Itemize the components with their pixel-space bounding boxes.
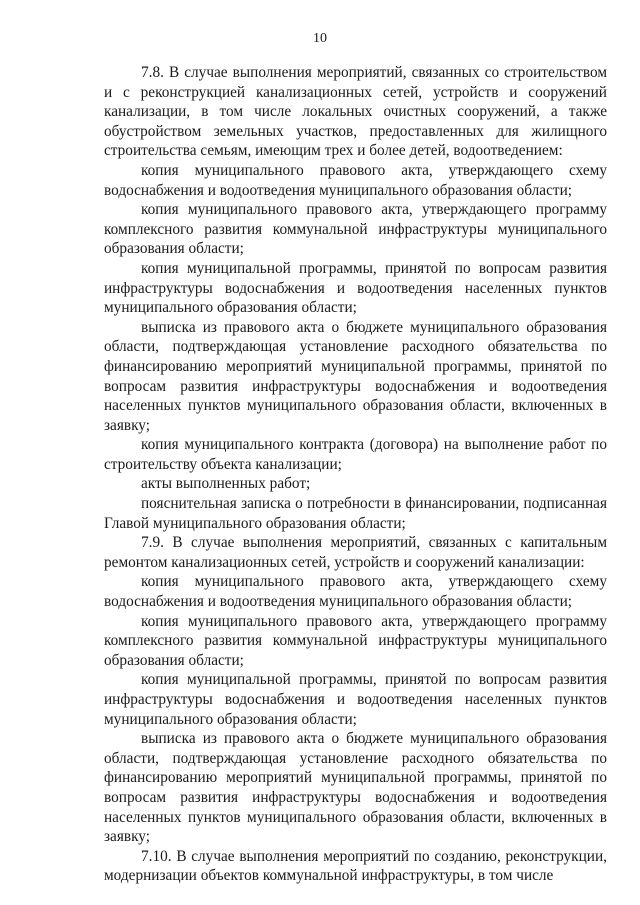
paragraph-7-8: 7.8. В случае выполнения мероприятий, связанных со строительством и с реконструкцией канализационных сетей, устройств и сооружений канализации, в том числе локальных очистных сооружений, а также обустройством земельных участков, предоставленных для жилищного строительства семьям, имеющим трех и более детей, водоотведением: [104, 64, 607, 160]
list-item: выписка из правового акта о бюджете муниципального образования области, подтверждающая установление расходного обязательства по финансированию мероприятий муниципальной программы, принятой по вопросам развития инфраструктуры водоснабжения и водоотведения населенных пунктов муниципального образования области, включенных в заявку; [104, 318, 607, 434]
list-item: копия муниципального правового акта, утверждающего схему водоснабжения и водоотведения муниципального образования области; [104, 161, 607, 199]
list-item: копия муниципальной программы, принятой по вопросам развития инфраструктуры водоснабжения и водоотведения населенных пунктов муниципального образования области; [104, 671, 607, 728]
list-item: выписка из правового акта о бюджете муниципального образования области, подтверждающая установление расходного обязательства по финансированию мероприятий муниципальной программы, принятой по вопросам развития инфраструктуры водоснабжения и водоотведения населенных пунктов муниципального образования области, включенных в заявку; [104, 730, 607, 846]
list-item: копия муниципального правового акта, утверждающего программу комплексного развития коммунальной инфраструктуры муниципального образования области; [104, 201, 607, 258]
paragraph-7-10: 7.10. В случае выполнения мероприятий по созданию, реконструкции, модернизации объектов коммунальной инфраструктуры, в том числе [104, 847, 607, 885]
list-item: пояснительная записка о потребности в финансировании, подписанная Главой муниципального образования области; [104, 495, 607, 532]
list-item: копия муниципального правового акта, утверждающего программу комплексного развития коммунальной инфраструктуры муниципального образования области; [104, 612, 607, 669]
list-item: акты выполненных работ; [141, 475, 311, 493]
list-item: копия муниципального контракта (договора) на выполнение работ по строительству объекта канализации; [104, 436, 607, 473]
document-body [104, 63, 607, 886]
paragraph-7-9: 7.9. В случае выполнения мероприятий, связанных с капитальным ремонтом канализационных сетей, устройств и сооружений канализации: [104, 534, 607, 571]
page-number: 10 [313, 31, 327, 46]
list-item: копия муниципального правового акта, утверждающего схему водоснабжения и водоотведения муниципального образования области; [104, 573, 607, 611]
list-item: копия муниципальной программы, принятой по вопросам развития инфраструктуры водоснабжения и водоотведения населенных пунктов муниципального образования области; [104, 259, 607, 317]
